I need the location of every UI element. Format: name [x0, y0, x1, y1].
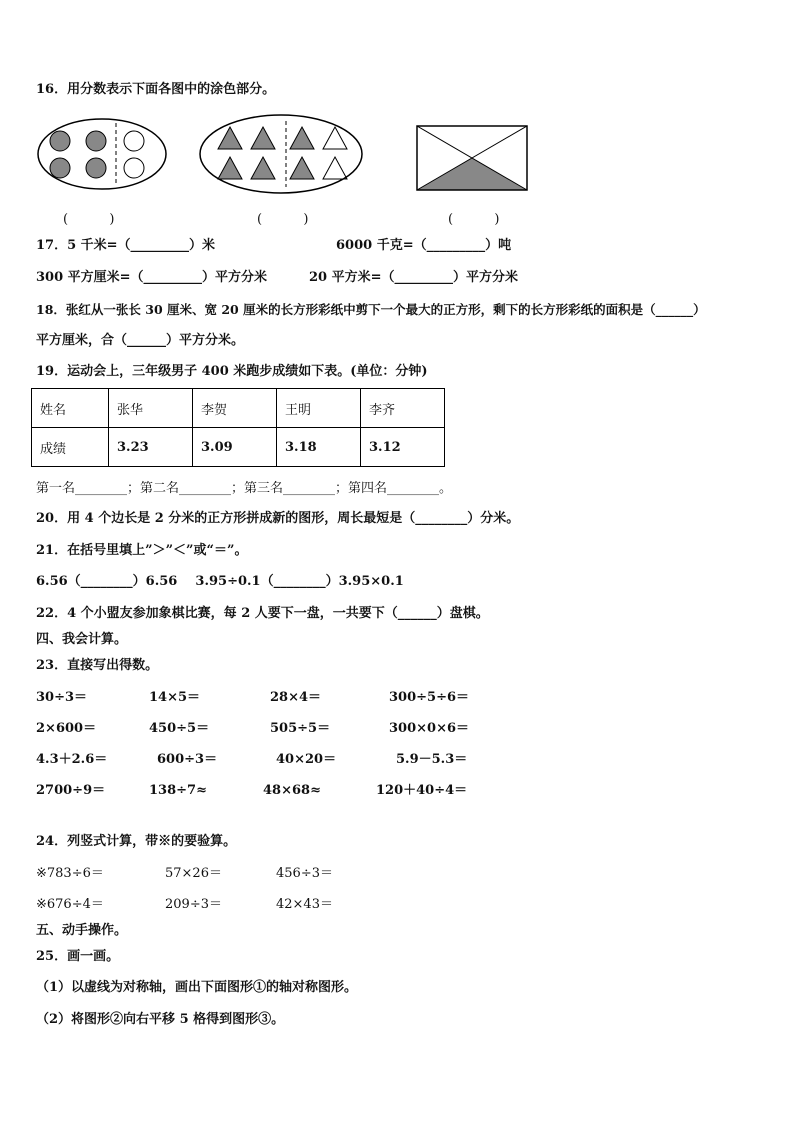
calc-item: 456÷3＝: [276, 866, 333, 881]
score-table: [31, 388, 445, 467]
table-cell: 李贺: [193, 389, 277, 428]
q21-text: 21．在括号里填上”＞”＜”或“＝”。: [36, 543, 248, 558]
q17-a: 17．5 千米=（_________）米: [36, 238, 216, 253]
q25-part2: （2）将图形②向右平移 5 格得到图形③。: [36, 1012, 285, 1027]
table-row: [32, 389, 445, 428]
calc-item: 48×68≈: [263, 783, 321, 798]
calc-item: 30÷3＝: [36, 690, 88, 705]
table-cell: 3.09: [193, 428, 277, 467]
figure-rectangle-shaded-triangle: [415, 124, 529, 192]
section-5-title: 五、动手操作。: [36, 923, 128, 938]
q19-text: 19．运动会上，三年级男子 400 米跑步成绩如下表。(单位：分钟): [36, 364, 428, 379]
calc-item: 300×0×6＝: [389, 721, 470, 736]
answer-blank-3[interactable]: ( ): [448, 212, 500, 227]
q16-text: 16．用分数表示下面各图中的涂色部分。: [36, 82, 276, 97]
table-cell: 张华: [109, 389, 193, 428]
figure-triangles-oval: [198, 113, 364, 195]
calc-item: 2×600＝: [36, 721, 97, 736]
section-4-title: 四、我会计算。: [36, 632, 128, 647]
calc-item: 14×5＝: [149, 690, 201, 705]
table-cell: 3.12: [361, 428, 445, 467]
table-cell: 王明: [277, 389, 361, 428]
table-cell: 3.18: [277, 428, 361, 467]
calc-item: 138÷7≈: [149, 783, 207, 798]
calc-item: 600÷3＝: [157, 752, 218, 767]
calc-item: 2700÷9＝: [36, 783, 106, 798]
q22-text: 22．4 个小盟友参加象棋比赛，每 2 人要下一盘，一共要下（______）盘棋。: [36, 606, 489, 621]
q20-text: 20．用 4 个边长是 2 分米的正方形拼成新的图形，周长最短是（________）分米。: [36, 511, 520, 526]
table-cell: 李齐: [361, 389, 445, 428]
q17-b: 6000 千克=（_________）吨: [336, 238, 512, 253]
q17-c: 300 平方厘米=（_________）平方分米: [36, 270, 268, 285]
calc-item: 209÷3＝: [165, 897, 222, 912]
q18-line2: 平方厘米，合（______）平方分米。: [36, 333, 245, 348]
q25-text: 25．画一画。: [36, 949, 120, 964]
calc-item: 28×4＝: [270, 690, 322, 705]
calc-item: 40×20＝: [276, 752, 337, 767]
table-cell: 成绩: [32, 428, 109, 467]
q17-d: 20 平方米=（_________）平方分米: [309, 270, 519, 285]
q25-part1: （1）以虚线为对称轴，画出下面图形①的轴对称图形。: [36, 980, 358, 995]
answer-blank-1[interactable]: ( ): [63, 212, 115, 227]
table-row: [32, 428, 445, 467]
calc-item: 120＋40÷4＝: [376, 783, 468, 798]
table-cell: 3.23: [109, 428, 193, 467]
table-cell: 姓名: [32, 389, 109, 428]
calc-item: 57×26＝: [165, 866, 222, 881]
calc-item: ※783÷6＝: [36, 866, 104, 881]
q19-ranks[interactable]: 第一名________；第二名________；第三名________；第四名________。: [36, 481, 453, 496]
calc-item: 42×43＝: [276, 897, 333, 912]
calc-item: 5.9－5.3＝: [396, 752, 468, 767]
answer-blank-2[interactable]: ( ): [257, 212, 309, 227]
figure-circles-oval: [36, 117, 168, 191]
calc-item: 450÷5＝: [149, 721, 210, 736]
q21-items[interactable]: 6.56（________）6.56 3.95÷0.1（________）3.95×0.1: [36, 574, 404, 589]
q24-text: 24．列竖式计算，带※的要验算。: [36, 834, 237, 849]
calc-item: ※676÷4＝: [36, 897, 104, 912]
calc-item: 505÷5＝: [270, 721, 331, 736]
calc-item: 300÷5÷6＝: [389, 690, 470, 705]
calc-item: 4.3＋2.6＝: [36, 752, 108, 767]
q23-text: 23．直接写出得数。: [36, 658, 159, 673]
q18-line1: 18．张红从一张长 30 厘米、宽 20 厘米的长方形彩纸中剪下一个最大的正方形，剩下的长方形彩纸的面积是（______）: [36, 302, 706, 317]
